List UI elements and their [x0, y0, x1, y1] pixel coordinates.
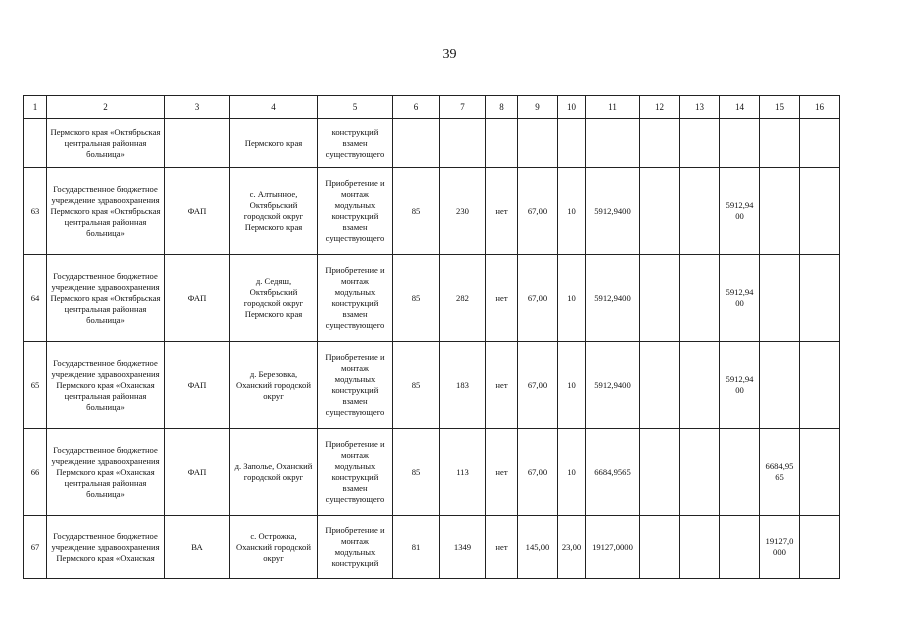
cell-work: Приобретение и монтаж модульных конструкций взамен существующего: [318, 429, 393, 516]
cell-col10: 10: [558, 255, 586, 342]
page-number: 39: [442, 47, 457, 62]
cell-col15: [760, 255, 800, 342]
cell-institution: Государственное бюджетное учреждение здравоохранения Пермского края «Оханская центральная районная больница»: [47, 342, 165, 429]
table-row: [24, 168, 840, 255]
cell-institution: Пермского края «Октябрьская центральная районная больница»: [47, 119, 165, 168]
cell-col11: 5912,9400: [586, 168, 640, 255]
cell-col8: нет: [486, 342, 518, 429]
cell-col9: 67,00: [518, 429, 558, 516]
column-header: 5: [318, 96, 393, 119]
cell-col16: [800, 168, 840, 255]
column-header: 6: [393, 96, 440, 119]
cell-col14: [720, 516, 760, 579]
cell-col11: 19127,0000: [586, 516, 640, 579]
cell-col12: [640, 516, 680, 579]
column-header: 16: [800, 96, 840, 119]
cell-col12: [640, 342, 680, 429]
header-row: [24, 96, 840, 119]
cell-empty: [800, 119, 840, 168]
cell-col16: [800, 255, 840, 342]
cell-col10: 10: [558, 342, 586, 429]
cell-col13: [680, 168, 720, 255]
cell-col6: 81: [393, 516, 440, 579]
cell-empty: [393, 119, 440, 168]
column-header: 2: [47, 96, 165, 119]
cell-num: 65: [24, 342, 47, 429]
column-header: 9: [518, 96, 558, 119]
cell-col15: 19127,0 000: [760, 516, 800, 579]
cell-col6: 85: [393, 429, 440, 516]
cell-col12: [640, 255, 680, 342]
cell-num: 66: [24, 429, 47, 516]
cell-col7: 282: [440, 255, 486, 342]
cell-type: ФАП: [165, 429, 230, 516]
cell-empty: [760, 119, 800, 168]
cell-col7: 1349: [440, 516, 486, 579]
cell-col14: [720, 429, 760, 516]
cell-col11: 5912,9400: [586, 342, 640, 429]
column-header: 15: [760, 96, 800, 119]
table-row-continued: [24, 119, 840, 168]
cell-empty: [440, 119, 486, 168]
cell-col11: 6684,9565: [586, 429, 640, 516]
cell-institution: Государственное бюджетное учреждение здравоохранения Пермского края «Октябрьская центральная районная больница»: [47, 168, 165, 255]
cell-col12: [640, 168, 680, 255]
cell-location: с. Алтынное, Октябрьский городской округ Пермского края: [230, 168, 318, 255]
cell-empty: [486, 119, 518, 168]
cell-empty: [680, 119, 720, 168]
column-header: 7: [440, 96, 486, 119]
cell-col6: 85: [393, 342, 440, 429]
cell-col7: 183: [440, 342, 486, 429]
cell-col8: нет: [486, 429, 518, 516]
cell-col14: 5912,94 00: [720, 255, 760, 342]
cell-institution: Государственное бюджетное учреждение здравоохранения Пермского края «Оханская: [47, 516, 165, 579]
cell-col6: 85: [393, 255, 440, 342]
cell-empty: [720, 119, 760, 168]
cell-col13: [680, 429, 720, 516]
column-header: 1: [24, 96, 47, 119]
cell-col13: [680, 516, 720, 579]
cell-col9: 67,00: [518, 255, 558, 342]
column-header: 12: [640, 96, 680, 119]
cell-col8: нет: [486, 255, 518, 342]
cell-empty: [558, 119, 586, 168]
column-header: 8: [486, 96, 518, 119]
cell-empty: [640, 119, 680, 168]
cell-col9: 67,00: [518, 342, 558, 429]
cell-col7: 230: [440, 168, 486, 255]
cell-col13: [680, 342, 720, 429]
data-table: [23, 95, 840, 579]
cell-col15: [760, 168, 800, 255]
cell-col10: 10: [558, 168, 586, 255]
cell-col11: 5912,9400: [586, 255, 640, 342]
column-header: 13: [680, 96, 720, 119]
cell-col7: 113: [440, 429, 486, 516]
cell-col14: 5912,94 00: [720, 342, 760, 429]
cell-col9: 67,00: [518, 168, 558, 255]
cell-work: конструкций взамен существующего: [318, 119, 393, 168]
column-header: 11: [586, 96, 640, 119]
cell-institution: Государственное бюджетное учреждение здравоохранения Пермского края «Оханская центральная районная больница»: [47, 429, 165, 516]
column-header: 4: [230, 96, 318, 119]
cell-col10: 23,00: [558, 516, 586, 579]
cell-num: 63: [24, 168, 47, 255]
cell-location: с. Острожка, Оханский городской округ: [230, 516, 318, 579]
cell-type: ФАП: [165, 342, 230, 429]
cell-col8: нет: [486, 516, 518, 579]
cell-empty: [518, 119, 558, 168]
cell-location: д. Заполье, Оханский городской округ: [230, 429, 318, 516]
cell-location: д. Седяш, Октябрьский городской округ Пермского края: [230, 255, 318, 342]
cell-col8: нет: [486, 168, 518, 255]
cell-col12: [640, 429, 680, 516]
cell-col13: [680, 255, 720, 342]
cell-num: 64: [24, 255, 47, 342]
cell-num: 67: [24, 516, 47, 579]
cell-empty: [586, 119, 640, 168]
table-row: [24, 255, 840, 342]
table-row: [24, 342, 840, 429]
cell-col14: 5912,94 00: [720, 168, 760, 255]
cell-institution: Государственное бюджетное учреждение здравоохранения Пермского края «Октябрьская центральная районная больница»: [47, 255, 165, 342]
cell-type: ФАП: [165, 168, 230, 255]
column-header: 10: [558, 96, 586, 119]
column-header: 14: [720, 96, 760, 119]
cell-col10: 10: [558, 429, 586, 516]
cell-work: Приобретение и монтаж модульных конструкций: [318, 516, 393, 579]
cell-col6: 85: [393, 168, 440, 255]
cell-col16: [800, 342, 840, 429]
cell-col15: 6684,95 65: [760, 429, 800, 516]
table-row: [24, 429, 840, 516]
cell-col9: 145,00: [518, 516, 558, 579]
cell-col16: [800, 429, 840, 516]
table-row: [24, 516, 840, 579]
cell-col15: [760, 342, 800, 429]
cell-type: ФАП: [165, 255, 230, 342]
cell-work: Приобретение и монтаж модульных конструкций взамен существующего: [318, 342, 393, 429]
cell-work: Приобретение и монтаж модульных конструкций взамен существующего: [318, 255, 393, 342]
column-header: 3: [165, 96, 230, 119]
cell-type: [165, 119, 230, 168]
cell-location: Пермского края: [230, 119, 318, 168]
cell-type: ВА: [165, 516, 230, 579]
cell-location: д. Березовка, Оханский городской округ: [230, 342, 318, 429]
cell-work: Приобретение и монтаж модульных конструкций взамен существующего: [318, 168, 393, 255]
cell-num: [24, 119, 47, 168]
cell-col16: [800, 516, 840, 579]
